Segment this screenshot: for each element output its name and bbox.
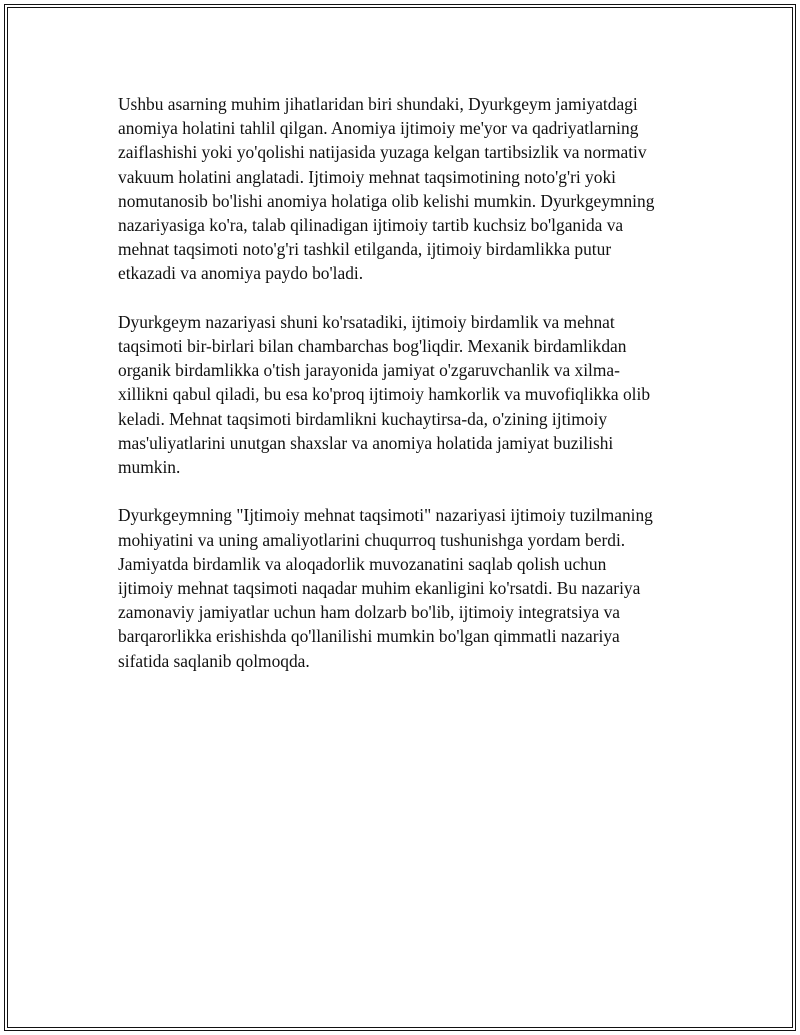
document-body bbox=[118, 92, 688, 697]
paragraph-2: Dyurkgeym nazariyasi shuni ko'rsatadiki, ijtimoiy birdamlik va mehnat taqsimoti bir-birlari bilan chambarchas bog'liqdir. Mexanik birdamlikdan organik birdamlikka o'tish jarayonida jamiyat o'zgaruvchanlik va xilma- xillikni qabul qiladi, bu esa ko'proq ijtimoiy hamkorlik va muvofiqlikka olib keladi. Mehnat taqsimoti birdamlikni kuchaytirsa-da, o'zining ijtimoiy mas'uliyatlarini unutgan shaxslar va anomiya holatida jamiyat buzilishi mumkin. bbox=[118, 311, 651, 478]
paragraph-3: Dyurkgeymning "Ijtimoiy mehnat taqsimoti" nazariyasi ijtimoiy tuzilmaning mohiyatini va uning amaliyotlarini chuqurroq tushunishga yordam berdi. Jamiyatda birdamlik va aloqadorlik muvozanatini saqlab qolish uchun ijtimoiy mehnat taqsimoti naqadar muhim ekanligini ko'rsatdi. Bu nazariya zamonaviy jamiyatlar uchun ham dolzarb bo'lib, ijtimoiy integratsiya va barqarorlikka erishishda qo'llanilishi mumkin bo'lgan qimmatli nazariya sifatida saqlanib qolmoqda. bbox=[118, 505, 653, 671]
paragraph-1: Ushbu asarning muhim jihatlaridan biri shundaki, Dyurkgeym jamiyatdagi anomiya holatini tahlil qilgan. Anomiya ijtimoiy me'yor va qadriyatlarning zaiflashishi yoki yo'qolishi natijasida yuzaga kelgan tartibsizlik va normativ vakuum holatini anglatadi. Ijtimoiy mehnat taqsimotining noto'g'ri yoki nomutanosib bo'lishi anomiya holatiga olib kelishi mumkin. Dyurkgeymning nazariyasiga ko'ra, talab qilinadigan ijtimoiy tartib kuchsiz bo'lganida va mehnat taqsimoti noto'g'ri tashkil etilganda, ijtimoiy birdamlikka putur etkazadi va anomiya paydo bo'ladi. bbox=[118, 94, 655, 284]
